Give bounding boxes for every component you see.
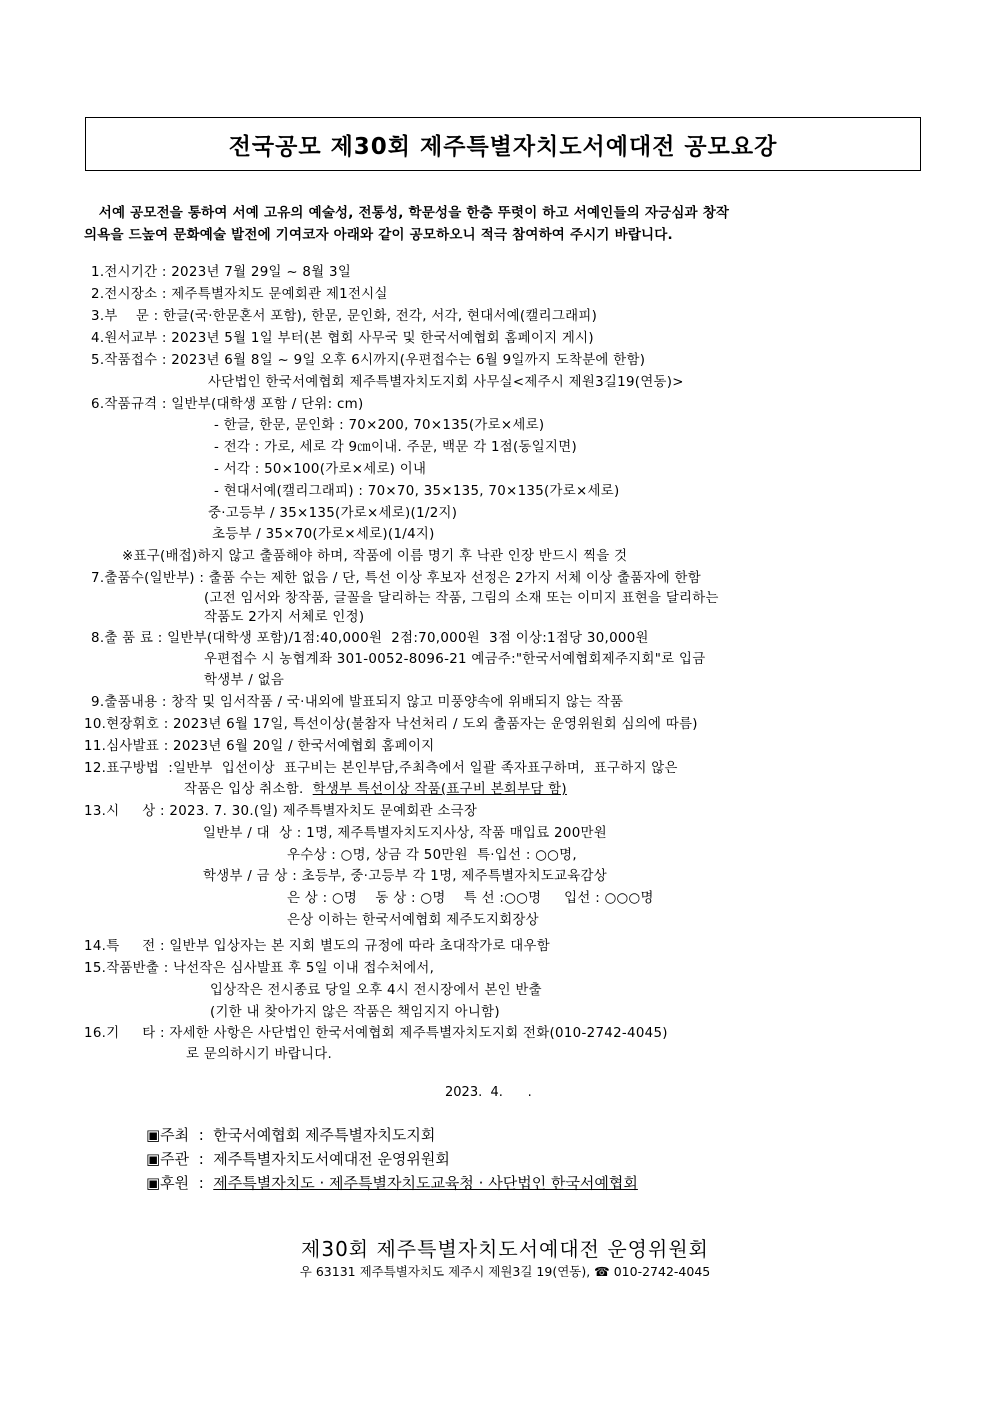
intro-paragraph: [84, 202, 939, 246]
organizer-manage: [146, 1148, 450, 1170]
return-note: (기한 내 찾아가지 않은 작품은 책임지지 아니함): [210, 1005, 500, 1020]
item-etc: 16.기 타 : 자세한 사항은 사단법인 한국서예협회 제주특별자치도지회 전화(010-2742-4045): [84, 1026, 668, 1041]
item-announcement: 11.심사발표 : 2023년 6월 20일 / 한국서예협회 홈페이지: [84, 739, 435, 754]
sponsor-name: 제주특별자치도 · 제주특별자치도교육청 · 사단법인 한국서예협회: [213, 1174, 638, 1192]
manage-name: 제주특별자치도서예대전 운영위원회: [213, 1150, 450, 1168]
return-note: 입상작은 전시종료 당일 오후 4시 전시장에서 본인 반출: [210, 983, 542, 998]
item-live-calligraphy: 10.현장휘호 : 2023년 6월 17일, 특선이상(불참자 낙선처리 / 도외 출품자는 운영위원회 심의에 따름): [84, 717, 698, 732]
item-entry-content: 9.출품내용 : 창작 및 임서작품 / 국·내외에 발표되지 않고 미풍양속에 위배되지 않는 작품: [91, 695, 624, 710]
spec-line: - 전각 : 가로, 세로 각 9㎝이내. 주문, 백문 각 1점(동일지면): [214, 440, 578, 455]
entry-fee-note: 우편접수 시 농협계좌 301-0052-8096-21 예금주:"한국서예협회제주지회"로 입금: [204, 652, 706, 667]
entry-fee-note: 학생부 / 없음: [204, 673, 285, 688]
organizer-sponsor: [146, 1172, 638, 1194]
intro-line: 서예 공모전을 통하여 서예 고유의 예술성, 전통성, 학문성을 한층 뚜렷이 하고 서예인들의 자긍심과 창작: [84, 205, 730, 221]
committee-address: 우 63131 제주특별자치도 제주시 제원3길 19(연동), ☎ 010-2742-4045: [299, 1264, 711, 1279]
entry-count-note: 작품도 2가지 서체로 인정): [204, 610, 365, 625]
item-submission-office: 사단법인 한국서예협회 제주특별자치도지회 사무실<제주시 제원3길19(연동)>: [208, 375, 684, 390]
item-entry-fee: 8.출 품 료 : 일반부(대학생 포함)/1점:40,000원 2점:70,000원 3점 이상:1점당 30,000원: [91, 631, 649, 646]
page-title: 전국공모 제30회 제주특별자치도서예대전 공모요강: [85, 117, 921, 171]
item-awards: 13.시 상 : 2023. 7. 30.(일) 제주특별자치도 문예회관 소극장: [84, 804, 478, 819]
item-specification: 6.작품규격 : 일반부(대학생 포함 / 단위: cm): [91, 397, 364, 412]
host-name: 한국서예협회 제주특별자치도지회: [213, 1126, 436, 1144]
etc-note: 로 문의하시기 바랍니다.: [186, 1047, 333, 1062]
spec-line: - 한글, 한문, 문인화 : 70×200, 70×135(가로×세로): [214, 418, 545, 433]
spec-line: - 서각 : 50×100(가로×세로) 이내: [214, 462, 427, 477]
item-submission: 5.작품접수 : 2023년 6월 8일 ~ 9일 오후 6시까지(우편접수는 6월 9일까지 도착분에 한함): [91, 353, 646, 368]
host-label: ▣주최 :: [146, 1126, 214, 1144]
item-application-form: 4.원서교부 : 2023년 5월 1일 부터(본 협회 사무국 및 한국서예협회 홈페이지 게시): [91, 331, 594, 346]
award-line: 은 상 : ○명 동 상 : ○명 특 선 :○○명 입선 : ○○○명: [287, 891, 654, 906]
award-line: 은상 이하는 한국서예협회 제주도지회장상: [287, 913, 539, 928]
item-privilege: 14.특 전 : 일반부 입상자는 본 지회 별도의 규정에 따라 초대작가로 대우함: [84, 939, 550, 954]
award-line: 우수상 : ○명, 상금 각 50만원 특·입선 : ○○명,: [287, 848, 577, 863]
item-exhibition-period: 1.전시기간 : 2023년 7월 29일 ~ 8월 3일: [91, 265, 352, 280]
committee-name: 제30회 제주특별자치도서예대전 운영위원회: [301, 1237, 709, 1261]
mounting-note-text: 작품은 입상 취소함.: [184, 782, 313, 797]
document-date: 2023. 4. .: [445, 1085, 532, 1100]
sponsor-label: ▣후원 :: [146, 1174, 214, 1192]
award-line: 학생부 / 금 상 : 초등부, 중·고등부 각 1명, 제주특별자치도교육감상: [203, 869, 608, 884]
spec-line: 중·고등부 / 35×135(가로×세로)(1/2지): [208, 506, 458, 521]
intro-line: 의욕을 드높여 문화예술 발전에 기여코자 아래와 같이 공모하오니 적극 참여하여 주시기 바랍니다.: [84, 227, 673, 243]
spec-note: ※표구(배접)하지 않고 출품해야 하며, 작품에 이름 명기 후 낙관 인장 반드시 찍을 것: [122, 549, 628, 564]
mounting-student-note: 학생부 특선이상 작품(표구비 본회부담 함): [312, 782, 567, 797]
item-category: 3.부 문 : 한글(국·한문혼서 포함), 한문, 문인화, 전각, 서각, 현대서예(캘리그래피): [91, 309, 598, 324]
spec-line: 초등부 / 35×70(가로×세로)(1/4지): [212, 527, 435, 542]
item-entry-count: 7.출품수(일반부) : 출품 수는 제한 없음 / 단, 특선 이상 후보자 선정은 2가지 서체 이상 출품자에 한함: [91, 571, 702, 586]
item-return: 15.작품반출 : 낙선작은 심사발표 후 5일 이내 접수처에서,: [84, 961, 435, 976]
item-mounting: 12.표구방법 :일반부 입선이상 표구비는 본인부담,주최측에서 일괄 족자표구하며, 표구하지 않은: [84, 761, 678, 776]
organizer-host: [146, 1124, 435, 1146]
award-line: 일반부 / 대 상 : 1명, 제주특별자치도지사상, 작품 매입료 200만원: [203, 826, 607, 841]
manage-label: ▣주관 :: [146, 1150, 214, 1168]
spec-line: - 현대서예(캘리그래피) : 70×70, 35×135, 70×135(가로×세로): [214, 484, 620, 499]
entry-count-note: (고전 임서와 창작품, 글꼴을 달리하는 작품, 그림의 소재 또는 이미지 표현을 달리하는: [204, 591, 719, 606]
item-exhibition-place: 2.전시장소 : 제주특별자치도 문예회관 제1전시실: [91, 287, 388, 302]
mounting-note: [184, 780, 567, 800]
